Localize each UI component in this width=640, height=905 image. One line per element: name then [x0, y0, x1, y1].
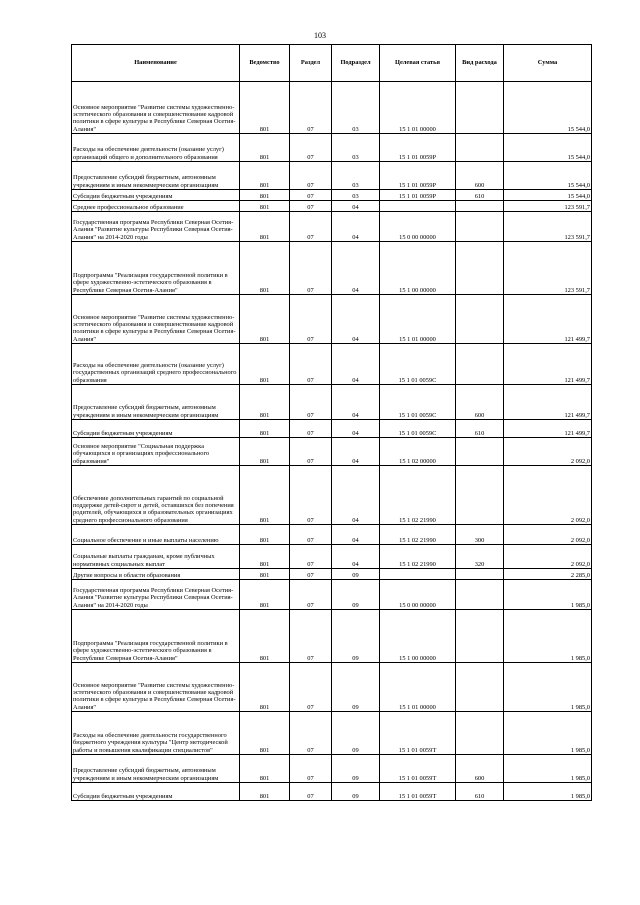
- row-expense-type: [456, 295, 504, 344]
- header-section: Раздел: [290, 45, 332, 82]
- row-section: 07: [290, 242, 332, 295]
- row-target-article: 15 1 01 00000: [380, 663, 456, 712]
- row-target-article: 15 1 01 0059Т: [380, 783, 456, 801]
- row-department: 801: [240, 162, 290, 190]
- header-subsection: Подраздел: [332, 45, 380, 82]
- row-department: 801: [240, 438, 290, 466]
- row-target-article: [380, 569, 456, 580]
- row-name: Субсидии бюджетным учреждениям: [72, 420, 240, 438]
- row-subsection: 09: [332, 755, 380, 783]
- row-department: 801: [240, 295, 290, 344]
- row-name: Субсидии бюджетным учреждениям: [72, 783, 240, 801]
- row-subsection: 04: [332, 212, 380, 242]
- table-row: [72, 466, 592, 525]
- header-expense-type: Вид расхода: [456, 45, 504, 82]
- row-amount: 121 499,7: [504, 344, 592, 385]
- row-name: Предоставление субсидий бюджетным, автономным учреждениям и иным некоммерческим организациям: [72, 385, 240, 420]
- header-target-article: Целевая статья: [380, 45, 456, 82]
- row-subsection: 04: [332, 420, 380, 438]
- row-department: 801: [240, 420, 290, 438]
- row-amount: 2 092,0: [504, 545, 592, 569]
- row-name: Социальное обеспечение и иные выплаты населению: [72, 525, 240, 545]
- row-department: 801: [240, 201, 290, 212]
- row-expense-type: 320: [456, 545, 504, 569]
- row-expense-type: [456, 438, 504, 466]
- row-section: 07: [290, 783, 332, 801]
- row-expense-type: [456, 569, 504, 580]
- table-row: [72, 663, 592, 712]
- row-target-article: 15 1 01 0059Т: [380, 712, 456, 755]
- table-row: [72, 525, 592, 545]
- row-subsection: 09: [332, 569, 380, 580]
- row-amount: 15 544,0: [504, 190, 592, 201]
- row-section: 07: [290, 82, 332, 134]
- row-department: 801: [240, 385, 290, 420]
- row-target-article: 15 1 02 21990: [380, 545, 456, 569]
- row-amount: 15 544,0: [504, 82, 592, 134]
- row-amount: 15 544,0: [504, 162, 592, 190]
- row-name: Субсидии бюджетным учреждениям: [72, 190, 240, 201]
- row-section: 07: [290, 295, 332, 344]
- row-subsection: 09: [332, 663, 380, 712]
- row-name: Государственная программа Республики Северная Осетия-Алания "Развитие культуры Республики Северная Осетия-Алания" на 2014-2020 годы: [72, 212, 240, 242]
- row-name: Обеспечение дополнительных гарантий по социальной поддержке детей-сирот и детей, оставшихся без попечения родителей, обучающихся в образовательных организациях среднего профессионального образования: [72, 466, 240, 525]
- row-department: 801: [240, 545, 290, 569]
- table-row: [72, 755, 592, 783]
- row-target-article: 15 1 02 21990: [380, 466, 456, 525]
- row-department: 801: [240, 466, 290, 525]
- row-target-article: [380, 201, 456, 212]
- row-section: 07: [290, 344, 332, 385]
- row-section: 07: [290, 663, 332, 712]
- row-department: 801: [240, 783, 290, 801]
- row-target-article: 15 1 01 0059Р: [380, 162, 456, 190]
- row-subsection: 04: [332, 438, 380, 466]
- row-department: 801: [240, 712, 290, 755]
- row-target-article: 15 1 02 21990: [380, 525, 456, 545]
- header-department: Ведомство: [240, 45, 290, 82]
- row-name: Расходы на обеспечение деятельности (оказание услуг) организаций общего и дополнительного образования: [72, 134, 240, 162]
- table-row: [72, 162, 592, 190]
- row-amount: 123 591,7: [504, 242, 592, 295]
- row-expense-type: [456, 134, 504, 162]
- row-section: 07: [290, 438, 332, 466]
- row-section: 07: [290, 569, 332, 580]
- table-row: [72, 385, 592, 420]
- row-target-article: 15 1 00 00000: [380, 242, 456, 295]
- row-name: Предоставление субсидий бюджетным, автономным учреждениям и иным некоммерческим организациям: [72, 162, 240, 190]
- row-department: 801: [240, 569, 290, 580]
- row-section: 07: [290, 525, 332, 545]
- row-section: 07: [290, 580, 332, 610]
- row-name: Основное мероприятие "Развитие системы художественно-эстетического образования и совершенствование кадровой политики в сфере культуры в Республике Северная Осетия-Алания": [72, 82, 240, 134]
- row-subsection: 09: [332, 712, 380, 755]
- row-amount: 2 092,0: [504, 438, 592, 466]
- table-row: [72, 420, 592, 438]
- row-target-article: 15 1 01 0059С: [380, 344, 456, 385]
- row-section: 07: [290, 545, 332, 569]
- row-department: 801: [240, 580, 290, 610]
- row-name: Социальные выплаты гражданам, кроме публичных нормативных социальных выплат: [72, 545, 240, 569]
- row-expense-type: 300: [456, 525, 504, 545]
- row-name: Основное мероприятие "Социальная поддержка обучающихся в организациях профессионального образования": [72, 438, 240, 466]
- row-expense-type: [456, 201, 504, 212]
- table-row: [72, 82, 592, 134]
- row-department: 801: [240, 242, 290, 295]
- row-target-article: 15 1 01 0059С: [380, 420, 456, 438]
- row-name: Предоставление субсидий бюджетным, автономным учреждениям и иным некоммерческим организациям: [72, 755, 240, 783]
- row-target-article: 15 1 00 00000: [380, 610, 456, 663]
- row-target-article: 15 1 01 0059Р: [380, 190, 456, 201]
- row-amount: 121 499,7: [504, 385, 592, 420]
- row-target-article: 15 1 01 0059С: [380, 385, 456, 420]
- header-name: Наименование: [72, 45, 240, 82]
- row-amount: 123 591,7: [504, 201, 592, 212]
- row-expense-type: 600: [456, 162, 504, 190]
- row-amount: 2 092,0: [504, 525, 592, 545]
- row-subsection: 04: [332, 295, 380, 344]
- budget-table: [71, 44, 592, 801]
- row-expense-type: [456, 466, 504, 525]
- row-section: 07: [290, 201, 332, 212]
- table-row: [72, 783, 592, 801]
- table-row: [72, 242, 592, 295]
- row-name: Расходы на обеспечение деятельности (оказание услуг) государственных организаций среднего профессионального образования: [72, 344, 240, 385]
- row-subsection: 03: [332, 162, 380, 190]
- row-section: 07: [290, 162, 332, 190]
- row-amount: 2 285,0: [504, 569, 592, 580]
- row-expense-type: [456, 242, 504, 295]
- row-amount: 1 985,0: [504, 580, 592, 610]
- row-target-article: 15 1 01 00000: [380, 82, 456, 134]
- row-target-article: 15 1 01 0059Т: [380, 755, 456, 783]
- row-name: Основное мероприятие "Развитие системы художественно-эстетического образования и совершенствование кадровой политики в сфере культуры в Республике Северная Осетия-Алания": [72, 295, 240, 344]
- table-row: [72, 712, 592, 755]
- page-number: 103: [314, 31, 326, 40]
- row-subsection: 03: [332, 82, 380, 134]
- row-department: 801: [240, 525, 290, 545]
- row-section: 07: [290, 755, 332, 783]
- row-name: Подпрограмма "Реализация государственной политики в сфере художественно-эстетического образования в Республике Северная Осетия-Алания": [72, 610, 240, 663]
- table-row: [72, 610, 592, 663]
- table-row: [72, 438, 592, 466]
- row-amount: 1 985,0: [504, 783, 592, 801]
- row-department: 801: [240, 755, 290, 783]
- row-target-article: 15 1 02 00000: [380, 438, 456, 466]
- row-amount: 15 544,0: [504, 134, 592, 162]
- row-department: 801: [240, 134, 290, 162]
- table-row: [72, 190, 592, 201]
- row-subsection: 04: [332, 385, 380, 420]
- row-amount: 1 985,0: [504, 610, 592, 663]
- row-subsection: 04: [332, 466, 380, 525]
- row-expense-type: [456, 82, 504, 134]
- row-subsection: 03: [332, 190, 380, 201]
- row-section: 07: [290, 385, 332, 420]
- table-row: [72, 212, 592, 242]
- row-subsection: 04: [332, 201, 380, 212]
- row-amount: 123 591,7: [504, 212, 592, 242]
- row-section: 07: [290, 212, 332, 242]
- row-amount: 1 985,0: [504, 663, 592, 712]
- table-row: [72, 134, 592, 162]
- row-section: 07: [290, 420, 332, 438]
- header-row: [72, 45, 592, 82]
- table-row: [72, 569, 592, 580]
- row-expense-type: 600: [456, 385, 504, 420]
- row-name: Подпрограмма "Реализация государственной политики в сфере художественно-эстетического образования в Республике Северная Осетия-Алания": [72, 242, 240, 295]
- row-expense-type: [456, 344, 504, 385]
- row-section: 07: [290, 190, 332, 201]
- row-name: Государственная программа Республики Северная Осетия-Алания "Развитие культуры Республики Северная Осетия-Алания" на 2014-2020 годы: [72, 580, 240, 610]
- row-expense-type: 610: [456, 190, 504, 201]
- header-amount: Сумма: [504, 45, 592, 82]
- row-expense-type: 610: [456, 783, 504, 801]
- row-target-article: 15 0 00 00000: [380, 212, 456, 242]
- row-department: 801: [240, 610, 290, 663]
- row-subsection: 04: [332, 525, 380, 545]
- row-section: 07: [290, 466, 332, 525]
- row-section: 07: [290, 610, 332, 663]
- row-target-article: 15 1 01 0059Р: [380, 134, 456, 162]
- row-subsection: 09: [332, 783, 380, 801]
- row-name: Расходы на обеспечение деятельности государственного бюджетного учреждения культуры "Центр методической работы и повышения квалификации специалистов": [72, 712, 240, 755]
- table-row: [72, 295, 592, 344]
- row-expense-type: [456, 212, 504, 242]
- row-amount: 121 499,7: [504, 295, 592, 344]
- row-department: 801: [240, 82, 290, 134]
- row-amount: 1 985,0: [504, 755, 592, 783]
- row-expense-type: [456, 610, 504, 663]
- row-expense-type: [456, 712, 504, 755]
- row-subsection: 09: [332, 610, 380, 663]
- row-department: 801: [240, 212, 290, 242]
- table-row: [72, 201, 592, 212]
- row-section: 07: [290, 134, 332, 162]
- row-name: Основное мероприятие "Развитие системы художественно-эстетического образования и совершенствование кадровой политики в сфере культуры в Республике Северная Осетия-Алания": [72, 663, 240, 712]
- row-subsection: 04: [332, 242, 380, 295]
- row-amount: 121 499,7: [504, 420, 592, 438]
- row-subsection: 04: [332, 344, 380, 385]
- row-target-article: 15 1 01 00000: [380, 295, 456, 344]
- row-department: 801: [240, 190, 290, 201]
- row-department: 801: [240, 663, 290, 712]
- row-amount: 1 985,0: [504, 712, 592, 755]
- row-name: Среднее профессиональное образование: [72, 201, 240, 212]
- table-row: [72, 580, 592, 610]
- row-name: Другие вопросы в области образования: [72, 569, 240, 580]
- table-row: [72, 545, 592, 569]
- row-expense-type: [456, 580, 504, 610]
- row-subsection: 04: [332, 545, 380, 569]
- row-subsection: 09: [332, 580, 380, 610]
- row-subsection: 03: [332, 134, 380, 162]
- row-expense-type: 610: [456, 420, 504, 438]
- row-section: 07: [290, 712, 332, 755]
- row-expense-type: 600: [456, 755, 504, 783]
- table-row: [72, 344, 592, 385]
- row-expense-type: [456, 663, 504, 712]
- row-target-article: 15 0 00 00000: [380, 580, 456, 610]
- row-department: 801: [240, 344, 290, 385]
- row-amount: 2 092,0: [504, 466, 592, 525]
